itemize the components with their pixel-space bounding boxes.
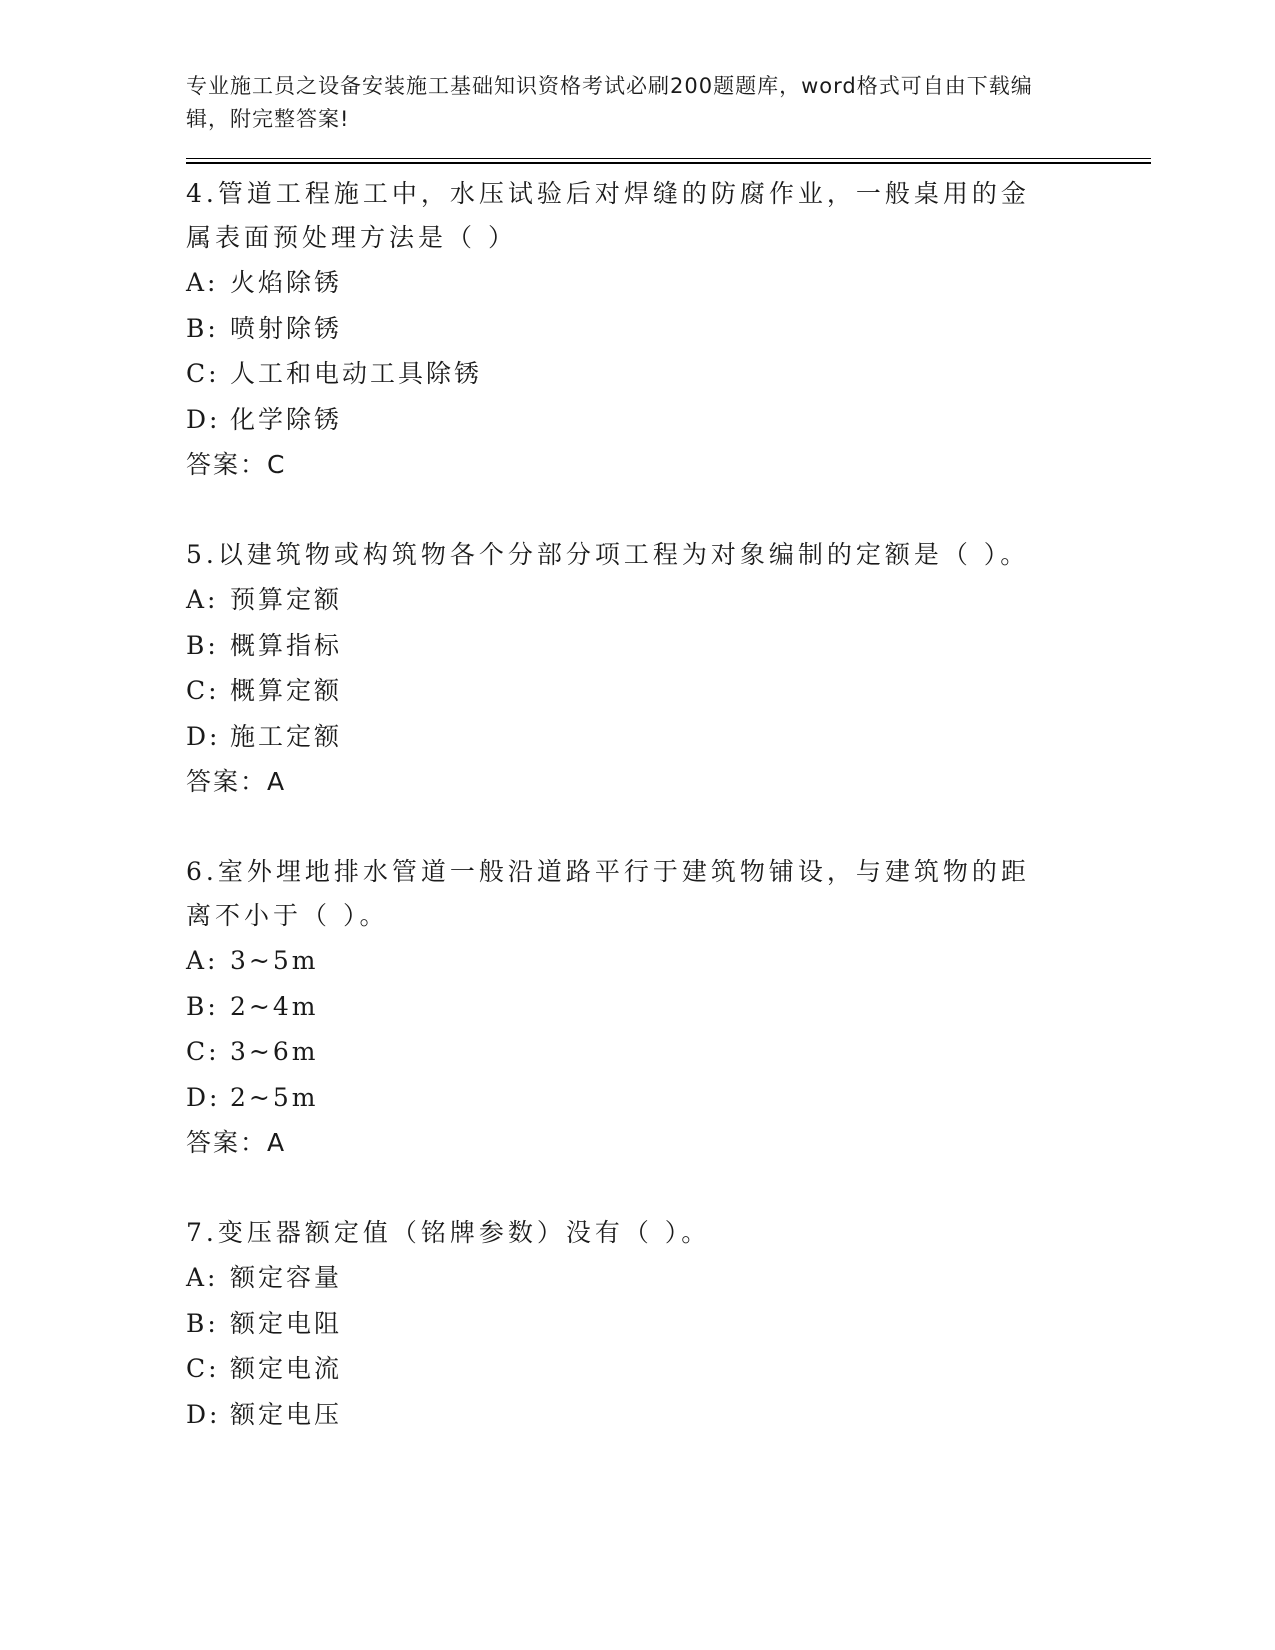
option-letter: A: — [186, 268, 219, 297]
option-text: 额定电压 — [230, 1399, 343, 1429]
divider-thin-line — [186, 158, 1151, 159]
option-text: 喷射除锈 — [230, 313, 343, 343]
answer-line: 答案：A — [186, 1128, 287, 1157]
question-text: 5.以建筑物或构筑物各个分部分项工程为对象编制的定额是（ ）。 — [186, 540, 1030, 569]
option-b — [186, 623, 1151, 669]
option-text: 3~6m — [230, 1037, 319, 1066]
option-text: 化学除锈 — [230, 404, 343, 434]
option-letter: B: — [186, 313, 219, 343]
option-letter: D: — [186, 721, 221, 751]
option-c — [186, 1029, 1151, 1075]
option-d — [186, 714, 1151, 760]
option-letter: A: — [186, 585, 219, 614]
option-text: 施工定额 — [230, 721, 343, 751]
question-4 — [186, 172, 1151, 487]
option-a — [186, 260, 1151, 306]
question-text: 6.室外埋地排水管道一般沿道路平行于建筑物铺设，与建筑物的距离不小于（ ）。 — [186, 857, 1030, 930]
option-c — [186, 351, 1151, 397]
question-5 — [186, 533, 1151, 804]
option-text: 预算定额 — [230, 585, 343, 614]
option-letter: C: — [186, 1354, 220, 1383]
option-a — [186, 577, 1151, 623]
option-b — [186, 984, 1151, 1030]
option-text: 额定容量 — [230, 1263, 343, 1292]
option-a — [186, 938, 1151, 984]
option-text: 概算定额 — [230, 676, 343, 705]
option-letter: B: — [186, 991, 219, 1021]
option-text: 人工和电动工具除锈 — [230, 359, 483, 388]
option-text: 3~5m — [230, 946, 319, 975]
option-a — [186, 1255, 1151, 1301]
option-letter: C: — [186, 676, 220, 705]
option-letter: C: — [186, 359, 220, 388]
document-page — [186, 70, 1151, 1483]
question-text: 4.管道工程施工中，水压试验后对焊缝的防腐作业，一般桌用的金属表面预处理方法是（ ） — [186, 179, 1030, 252]
option-letter: B: — [186, 1308, 219, 1338]
question-6 — [186, 850, 1151, 1165]
option-text: 2~4m — [230, 991, 319, 1021]
option-letter: A: — [186, 946, 219, 975]
option-text: 额定电阻 — [230, 1308, 343, 1338]
question-list — [186, 172, 1151, 1437]
question-text: 7.变压器额定值（铭牌参数）没有（ ）。 — [186, 1218, 711, 1247]
header-divider — [186, 158, 1151, 164]
option-b — [186, 1301, 1151, 1347]
option-letter: D: — [186, 404, 221, 434]
option-d — [186, 1392, 1151, 1438]
option-letter: C: — [186, 1037, 220, 1066]
option-text: 概算指标 — [230, 630, 343, 660]
option-d — [186, 1075, 1151, 1121]
divider-thick-line — [186, 162, 1151, 164]
option-letter: B: — [186, 630, 219, 660]
document-header: 专业施工员之设备安装施工基础知识资格考试必刷200题题库，word格式可自由下载编辑，附完整答案! — [186, 74, 1033, 131]
option-text: 额定电流 — [230, 1354, 343, 1383]
option-text: 火焰除锈 — [230, 268, 343, 297]
option-letter: D: — [186, 1399, 221, 1429]
option-c — [186, 668, 1151, 714]
answer-line: 答案：C — [186, 450, 287, 479]
option-letter: A: — [186, 1263, 219, 1292]
option-letter: D: — [186, 1082, 221, 1112]
option-c — [186, 1346, 1151, 1392]
option-d — [186, 397, 1151, 443]
option-b — [186, 306, 1151, 352]
question-7 — [186, 1211, 1151, 1437]
option-text: 2~5m — [230, 1082, 319, 1112]
answer-line: 答案：A — [186, 767, 287, 796]
